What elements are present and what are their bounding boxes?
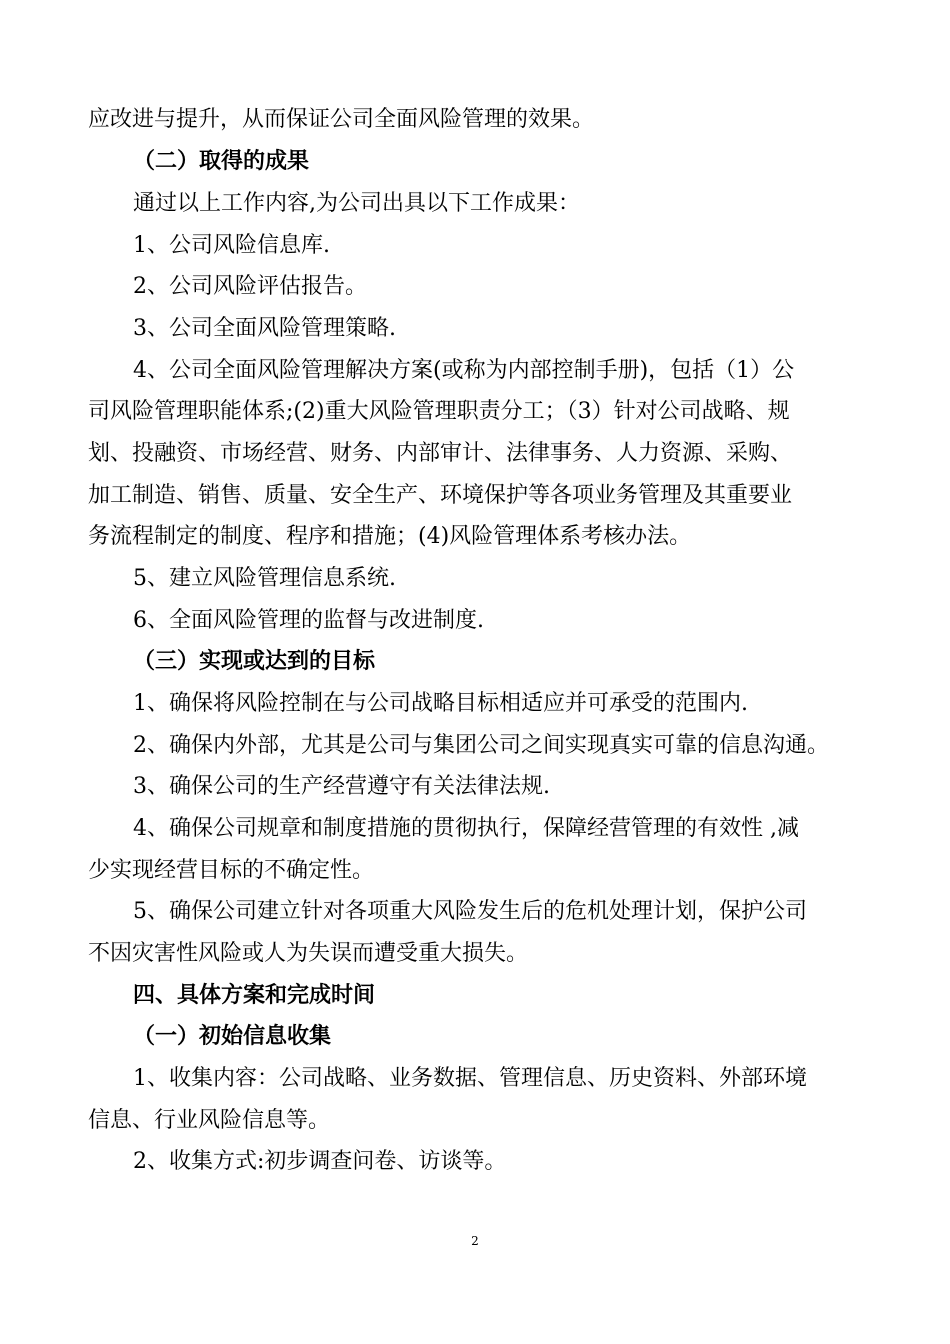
list-item: 4、公司全面风险管理解决方案(或称为内部控制手册)，包括（1）公: [133, 358, 795, 383]
list-item-continuation: 不因灾害性风险或人为失误而遭受重大损失。: [88, 941, 529, 966]
list-item: 5、建立风险管理信息系统.: [133, 566, 396, 591]
list-item-continuation: 务流程制定的制度、程序和措施；(4)风险管理体系考核办法。: [88, 524, 692, 549]
list-item: 1、公司风险信息库.: [133, 233, 330, 258]
section-heading: （三）实现或达到的目标: [133, 649, 376, 674]
list-item: 3、公司全面风险管理策略.: [133, 316, 396, 341]
list-item-continuation: 信息、行业风险信息等。: [88, 1108, 331, 1133]
list-item: 2、收集方式:初步调查问卷、访谈等。: [133, 1149, 507, 1174]
list-item: 6、全面风险管理的监督与改进制度.: [133, 608, 484, 633]
list-item-continuation: 划、投融资、市场经营、财务、内部审计、法律事务、人力资源、采购、: [88, 441, 793, 466]
page-number: 2: [471, 1234, 479, 1248]
list-item-continuation: 加工制造、销售、质量、安全生产、环境保护等各项业务管理及其重要业: [88, 483, 793, 508]
body-text-line: 通过以上工作内容,为公司出具以下工作成果：: [133, 191, 580, 216]
list-item: 1、确保将风险控制在与公司战略目标相适应并可承受的范围内.: [133, 691, 748, 716]
chapter-heading: 四、具体方案和完成时间: [133, 983, 376, 1008]
body-text-line: 应改进与提升，从而保证公司全面风险管理的效果。: [88, 107, 595, 132]
list-item: 1、收集内容：公司战略、业务数据、管理信息、历史资料、外部环境: [133, 1066, 807, 1091]
list-item: 4、确保公司规章和制度措施的贯彻执行，保障经营管理的有效性 ,减: [133, 816, 799, 841]
list-item-continuation: 少实现经营目标的不确定性。: [88, 858, 375, 883]
list-item-continuation: 司风险管理职能体系;(2)重大风险管理职责分工；（3）针对公司战略、规: [88, 399, 790, 424]
list-item: 2、公司风险评估报告。: [133, 274, 367, 299]
section-heading: （一）初始信息收集: [133, 1024, 332, 1049]
section-heading: （二）取得的成果: [133, 149, 310, 174]
list-item: 3、确保公司的生产经营遵守有关法律法规.: [133, 774, 550, 799]
list-item: 2、确保内外部，尤其是公司与集团公司之间实现真实可靠的信息沟通。: [133, 733, 829, 758]
list-item: 5、确保公司建立针对各项重大风险发生后的危机处理计划，保护公司: [133, 899, 807, 924]
